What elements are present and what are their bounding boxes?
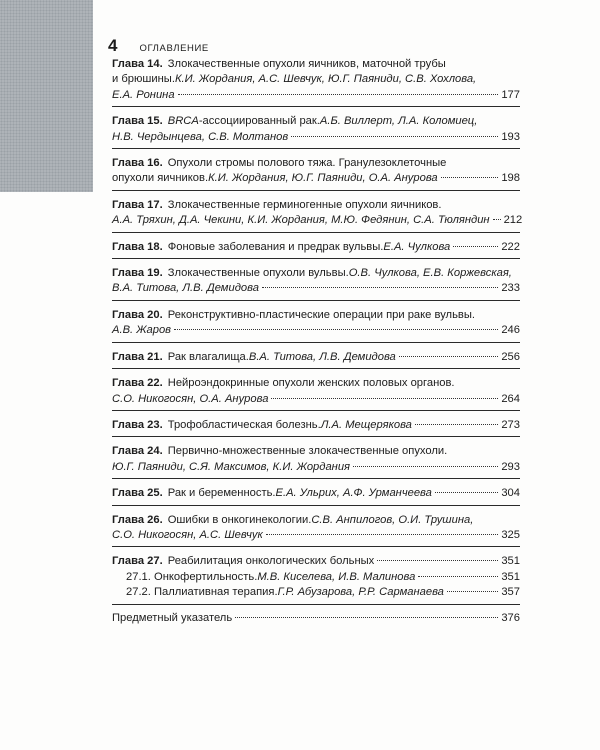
chapter-authors: Е.А. Чулкова [383,240,451,253]
chapter-authors: В.А. Титова, Л.В. Демидова [248,350,396,363]
toc-entry-chapter-24[interactable] [112,443,520,479]
chapter-label: Глава 27. [112,555,163,568]
chapter-label: Глава 25. [112,487,163,500]
chapter-label: Глава 26. [112,513,163,526]
chapter-title: Рак влагалища. [167,350,249,363]
chapter-title: Нейроэндокринные опухоли женских половых органов. [167,377,455,390]
toc-entry-chapter-23[interactable] [112,417,520,437]
chapter-title: Злокачественные опухоли вульвы. [167,267,349,280]
chapter-title: Рак и беременность. [167,487,276,500]
chapter-label: Глава 19. [112,267,163,280]
page-ref: 325 [501,528,520,541]
chapter-authors: Е.А. Ульрих, А.Ф. Урманчеева [275,487,432,500]
page-ref: 193 [501,130,520,143]
toc-entry-chapter-16[interactable] [112,155,520,191]
toc-entry-chapter-27[interactable] [112,553,520,604]
dot-leader [262,287,498,288]
page-ref: 351 [501,555,520,568]
chapter-authors: А.В. Жаров [112,324,172,337]
chapter-authors: А.А. Тряхин, Д.А. Чекини, К.И. Жордания, М.Ю. Федянин, С.А. Тюляндин [112,214,490,227]
chapter-title: Фоновые заболевания и предрак вульвы. [167,240,384,253]
dot-leader [271,398,498,399]
toc-entry-chapter-20[interactable] [112,307,520,343]
chapter-label: Глава 23. [112,418,163,431]
chapter-authors: К.И. Жордания, Ю.Г. Паяниди, О.А. Анурова [208,172,438,185]
chapter-authors: А.Б. Виллерт, Л.А. Коломиец, [319,115,478,128]
chapter-title: Злокачественные герминогенные опухоли яичников. [167,198,442,211]
dot-leader [418,576,498,577]
chapter-label: Глава 16. [112,157,163,170]
dot-leader [353,466,498,467]
page-ref: 256 [501,350,520,363]
dot-leader [493,219,501,220]
running-title: ОГЛАВЛЕНИЕ [139,43,209,54]
toc-entry-chapter-15[interactable] [112,113,520,149]
page-ref: 198 [501,172,520,185]
dot-leader [441,177,499,178]
chapter-title: Первично-множественные злокачественные опухоли. [167,445,448,458]
chapter-authors-cont: В.А. Титова, Л.В. Демидова [112,282,259,295]
chapter-label: Глава 21. [112,350,163,363]
page-ref: 351 [501,570,520,583]
chapter-authors-cont: Н.В. Чердынцева, С.В. Молтанов [112,130,289,143]
chapter-title: -ассоциированный рак. [198,115,320,128]
toc-entry-chapter-19[interactable] [112,265,520,301]
page-ref: 293 [501,460,520,473]
subsection-title: 27.1. Онкофертильность. [126,570,258,583]
chapter-authors: О.В. Чулкова, Е.В. Коржевская, [348,267,512,280]
subsection-authors: Г.Р. Абузарова, Р.Р. Сарманаева [277,586,444,599]
chapter-authors: С.О. Никогосян, О.А. Анурова [112,392,269,405]
chapter-label: Глава 18. [112,240,163,253]
toc-entry-chapter-22[interactable] [112,375,520,411]
dot-leader [415,424,498,425]
index-title: Предметный указатель [112,611,233,624]
subsection-authors: М.В. Киселева, И.В. Малинова [257,570,416,583]
chapter-authors: Ю.Г. Паяниди, С.Я. Максимов, К.И. Жордания [112,460,351,473]
dot-leader [399,356,499,357]
chapter-authors-cont: Е.А. Ронина [112,88,175,101]
chapter-label: Глава 22. [112,377,163,390]
toc-entry-chapter-14[interactable] [112,56,520,107]
toc-entry-chapter-25[interactable] [112,485,520,505]
page-ref: 376 [501,611,520,624]
chapter-title: Реконструктивно-пластические операции при раке вульвы. [167,308,475,321]
dot-leader [266,534,499,535]
toc-entry-chapter-21[interactable] [112,349,520,369]
page-header [108,36,209,56]
toc-entry-chapter-18[interactable] [112,239,520,259]
chapter-label: Глава 14. [112,58,163,70]
chapter-authors: К.И. Жордания, А.С. Шевчук, Ю.Г. Паяниди, С.В. Хохлова, [174,73,477,86]
toc-entry-chapter-26[interactable] [112,512,520,548]
table-of-contents [112,56,523,626]
dot-leader [435,492,498,493]
dot-leader [174,329,498,330]
chapter-title-cont: и брюшины. [112,73,175,86]
chapter-title: Ошибки в онкогинекологии. [167,513,312,526]
chapter-label: Глава 15. [112,115,163,128]
page-edge-shadow [0,0,93,192]
toc-subentry-27-2[interactable] [112,585,520,600]
page-number: 4 [108,36,118,55]
toc-subentry-27-1[interactable] [112,570,520,585]
chapter-title-gene: BRCA [167,115,199,128]
page-ref: 177 [501,88,520,101]
page-ref: 212 [503,214,523,227]
chapter-label: Глава 17. [112,198,163,211]
subsection-title: 27.2. Паллиативная терапия. [126,586,278,599]
chapter-title: Реабилитация онкологических больных [167,555,375,568]
page-ref: 264 [501,392,520,405]
page-ref: 222 [501,240,520,253]
chapter-authors: С.В. Анпилогов, О.И. Трушина, [311,513,474,526]
toc-entry-subject-index[interactable] [112,611,520,626]
chapter-label: Глава 20. [112,308,163,321]
chapter-title: Злокачественные опухоли яичников, маточной трубы [167,58,446,70]
chapter-title: Опухоли стромы полового тяжа. Гранулезоклеточные [167,157,447,170]
page-ref: 304 [501,487,520,500]
dot-leader [377,560,498,561]
page-ref: 246 [501,324,520,337]
dot-leader [178,94,499,95]
chapter-title-cont: опухоли яичников. [112,172,209,185]
chapter-label: Глава 24. [112,445,163,458]
chapter-authors-cont: С.О. Никогосян, А.С. Шевчук [112,528,263,541]
dot-leader [235,617,498,618]
page-ref: 357 [501,586,520,599]
page-ref: 273 [501,418,520,431]
chapter-authors: Л.А. Мещерякова [320,418,412,431]
page-ref: 233 [501,282,520,295]
toc-entry-chapter-17[interactable] [112,197,523,233]
dot-leader [447,591,498,592]
chapter-title: Трофобластическая болезнь. [167,418,321,431]
dot-leader [453,246,498,247]
dot-leader [291,136,498,137]
